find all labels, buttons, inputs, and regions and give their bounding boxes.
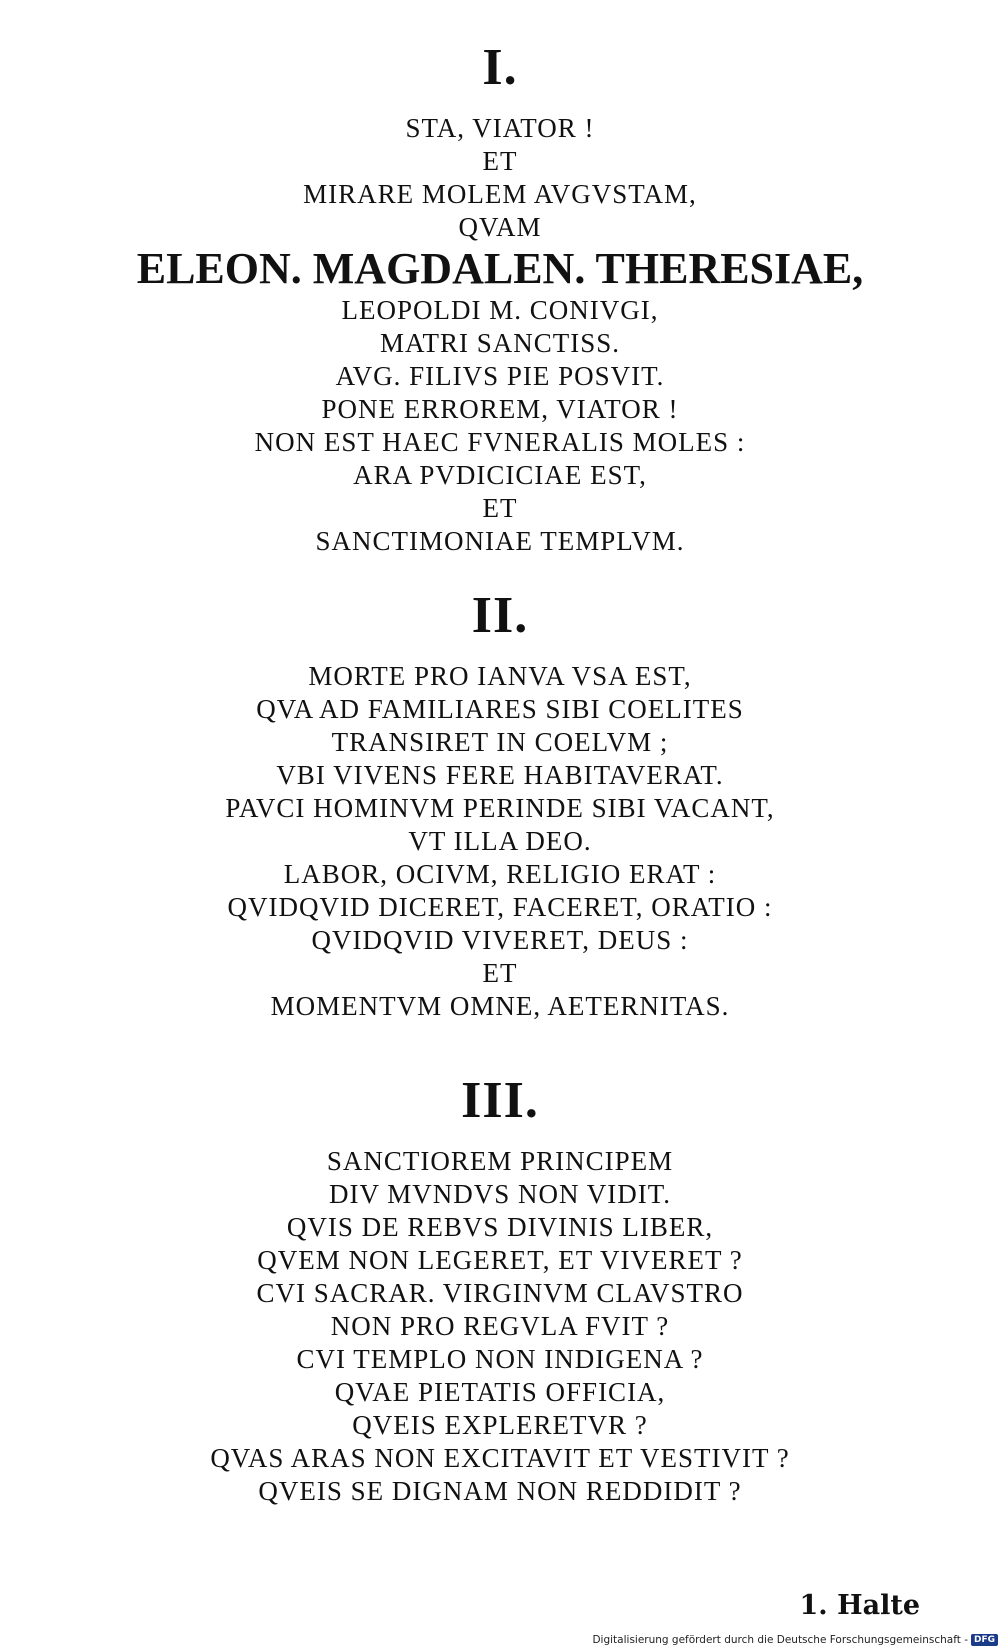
inscription-line: AVG. FILIVS PIE POSVIT. [335, 361, 665, 391]
inscription-line: QVIS DE REBVS DIVINIS LIBER, [286, 1212, 714, 1242]
inscription-line: TRANSIRET IN COELVM ; [331, 727, 669, 757]
dfg-logo-icon: DFG [971, 1634, 998, 1646]
inscription-line: SANCTIOREM PRINCIPEM [326, 1146, 674, 1176]
inscription-line: SANCTIMONIAE TEMPLVM. [315, 526, 685, 556]
footer-text: Digitalisierung gefördert durch die Deutsche Forschungsgemeinschaft - [592, 1634, 968, 1646]
inscription-line: MORTE PRO IANVA VSA EST, [308, 661, 692, 691]
inscription-line: VT ILLA DEO. [408, 826, 592, 856]
inscription-line: ET [482, 958, 518, 988]
inscription-line: CVI TEMPLO NON INDIGENA ? [296, 1344, 704, 1374]
inscription-lines [0, 660, 1000, 1023]
inscription-line: QVIDQVID VIVERET, DEUS : [311, 925, 689, 955]
inscription-line: NON EST HAEC FVNERALIS MOLES : [254, 427, 746, 457]
inscription-lines [0, 112, 1000, 558]
catchword: 1. Halte [799, 1590, 920, 1621]
inscription-line: QVA AD FAMILIARES SIBI COELITES [256, 694, 744, 724]
inscription-line: CVI SACRAR. VIRGINVM CLAVSTRO [256, 1278, 744, 1308]
inscription-section-3 [0, 1072, 1000, 1508]
inscription-section-1 [0, 39, 1000, 558]
inscription-line: LEOPOLDI M. CONIVGI, [341, 295, 659, 325]
inscription-line: QVAS ARAS NON EXCITAVIT ET VESTIVIT ? [210, 1443, 790, 1473]
inscription-lines [0, 1145, 1000, 1508]
inscription-line: QVEIS SE DIGNAM NON REDDIDIT ? [258, 1476, 742, 1506]
inscription-line: NON PRO REGVLA FVIT ? [330, 1311, 670, 1341]
inscription-line: MATRI SANCTISS. [379, 328, 621, 358]
section-numeral: III. [461, 1072, 539, 1129]
inscription-line: MOMENTVM OMNE, AETERNITAS. [270, 991, 730, 1021]
inscription-line-name: ELEON. MAGDALEN. THERESIAE, [136, 244, 864, 293]
digitization-footer [592, 1632, 998, 1648]
inscription-line: STA, VIATOR ! [405, 113, 595, 143]
inscription-line: ET [482, 493, 518, 523]
inscription-section-2 [0, 587, 1000, 1023]
section-numeral: I. [482, 39, 518, 96]
inscription-line: QVIDQVID DICERET, FACERET, ORATIO : [227, 892, 773, 922]
inscription-line: PONE ERROREM, VIATOR ! [321, 394, 679, 424]
inscription-line: QVEIS EXPLERETVR ? [352, 1410, 648, 1440]
inscription-line: QVAE PIETATIS OFFICIA, [334, 1377, 666, 1407]
inscription-line: QVAM [458, 212, 542, 242]
inscription-line: QVEM NON LEGERET, ET VIVERET ? [257, 1245, 743, 1275]
section-numeral: II. [471, 587, 529, 644]
inscription-line: PAVCI HOMINVM PERINDE SIBI VACANT, [225, 793, 775, 823]
inscription-line: DIV MVNDVS NON VIDIT. [329, 1179, 671, 1209]
inscription-line: MIRARE MOLEM AVGVSTAM, [303, 179, 697, 209]
inscription-line: ARA PVDICICIAE EST, [353, 460, 647, 490]
inscription-line: LABOR, OCIVM, RELIGIO ERAT : [283, 859, 717, 889]
inscription-line: ET [482, 146, 518, 176]
inscription-line: VBI VIVENS FERE HABITAVERAT. [276, 760, 724, 790]
